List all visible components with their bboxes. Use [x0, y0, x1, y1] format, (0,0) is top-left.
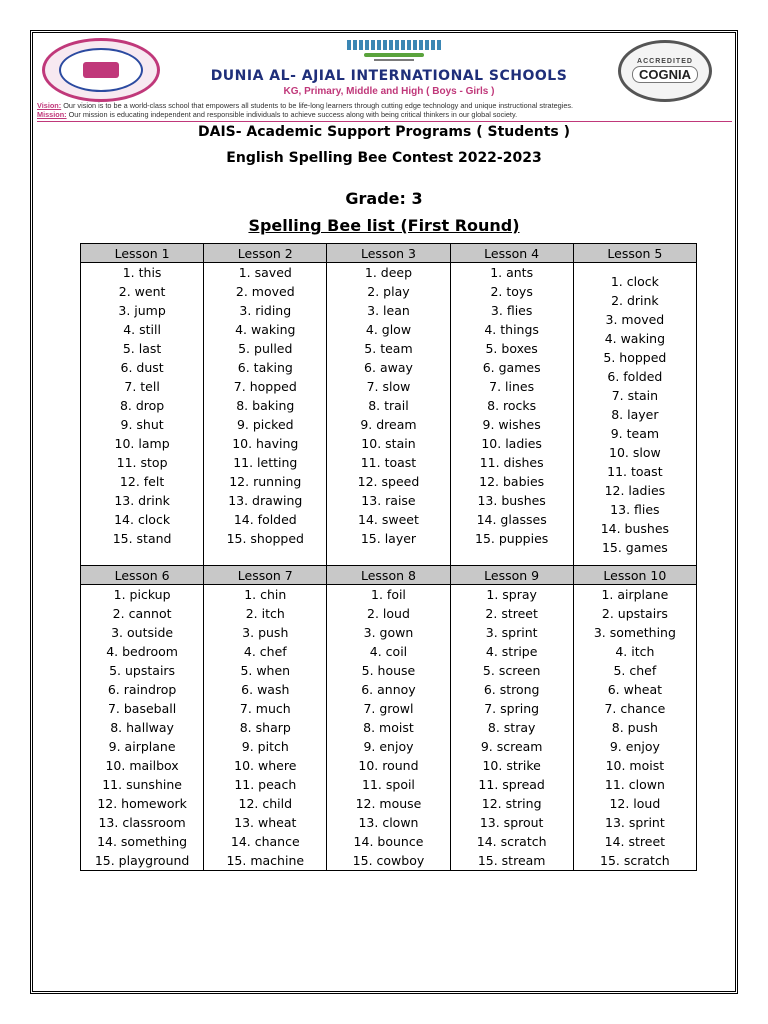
- spelling-word: 13. sprint: [605, 815, 665, 830]
- spelling-word: 2. moved: [235, 284, 295, 299]
- spelling-word: 6. wash: [241, 682, 290, 697]
- spelling-word: 1. airplane: [601, 587, 669, 602]
- spelling-word: 9. dream: [360, 417, 417, 432]
- spelling-word: 14. sweet: [358, 512, 419, 527]
- spelling-word: 13. flies: [610, 501, 660, 517]
- spelling-word: 10. slow: [609, 444, 661, 460]
- spelling-word: 12. homework: [97, 796, 187, 811]
- spelling-word: 2. loud: [367, 606, 410, 621]
- mission-line: [37, 110, 735, 119]
- table-row: [81, 585, 697, 871]
- spelling-word: 10. having: [232, 436, 299, 451]
- spelling-word: 4. waking: [604, 330, 666, 346]
- vision-label: Vision:: [37, 101, 62, 110]
- spelling-word: 1. ants: [490, 265, 534, 280]
- spelling-word: 7. slow: [366, 379, 411, 394]
- spelling-word: 6. away: [364, 360, 413, 375]
- spelling-word: 4. itch: [615, 644, 655, 659]
- spelling-word: 2. cannot: [112, 606, 172, 621]
- spelling-word: 6. annoy: [361, 682, 416, 697]
- spelling-word: 15. playground: [94, 853, 190, 868]
- spelling-word: 6. folded: [607, 368, 663, 384]
- spelling-word: 2. play: [367, 284, 410, 299]
- accreditation-label: ACCREDITED: [637, 58, 693, 65]
- spelling-word: 10. ladies: [481, 436, 542, 451]
- mission-text: Our mission is educating independent and responsible individuals to achieve success along with being critical thinkers in our global society.: [68, 110, 518, 119]
- spelling-word: 5. when: [240, 663, 291, 678]
- spelling-word: 9. team: [610, 425, 660, 441]
- spelling-word: 8. sharp: [239, 720, 291, 735]
- spelling-word: 15. shopped: [226, 531, 304, 546]
- vision-line: [37, 101, 735, 110]
- spelling-word: 15. stand: [112, 531, 172, 546]
- spelling-word: 12. running: [229, 474, 302, 489]
- vision-text: Our vision is to be a world-class school that empowers all students to be life-long learners through cutting edge technology and unique instructional strategies.: [63, 101, 574, 110]
- word-list-cell: [327, 585, 450, 871]
- spelling-word: 6. wheat: [607, 682, 663, 697]
- spelling-word: 9. scream: [480, 739, 543, 754]
- word-list-cell: [204, 585, 327, 871]
- spelling-word: 3. push: [242, 625, 289, 640]
- lesson-header: Lesson 10: [573, 566, 696, 585]
- spelling-word: 13. bushes: [477, 493, 546, 508]
- spelling-word: 9. shut: [120, 417, 164, 432]
- spelling-word: 10. strike: [482, 758, 541, 773]
- spelling-word: 11. letting: [233, 455, 298, 470]
- spelling-word: 11. sunshine: [102, 777, 182, 792]
- spelling-word: 12. speed: [357, 474, 420, 489]
- school-logo-icon: [42, 38, 160, 102]
- accreditation-seal-icon: [618, 40, 712, 102]
- word-list-cell: [81, 263, 204, 566]
- spelling-word: 11. spoil: [362, 777, 415, 792]
- table-row: [81, 263, 697, 566]
- spelling-word: 13. wheat: [234, 815, 297, 830]
- table-header-row: [81, 244, 697, 263]
- lesson-header: Lesson 1: [81, 244, 204, 263]
- spelling-word: 15. stream: [477, 853, 546, 868]
- spelling-word: 4. coil: [369, 644, 408, 659]
- spelling-word: 4. chef: [243, 644, 287, 659]
- spelling-word: 14. chance: [230, 834, 300, 849]
- program-title: DAIS- Academic Support Programs ( Students ): [197, 124, 571, 140]
- spelling-word: 6. games: [482, 360, 541, 375]
- spelling-word: 12. babies: [479, 474, 545, 489]
- spelling-word: 7. baseball: [107, 701, 177, 716]
- spelling-word: 6. strong: [483, 682, 540, 697]
- spelling-word: 5. upstairs: [109, 663, 176, 678]
- spelling-word: 7. growl: [363, 701, 414, 716]
- spelling-word: 12. loud: [609, 796, 661, 811]
- spelling-word: 14. scratch: [476, 834, 547, 849]
- spelling-word: 1. saved: [238, 265, 292, 280]
- spelling-word: 11. dishes: [479, 455, 544, 470]
- accreditation-brand: COGNIA: [632, 66, 698, 83]
- spelling-word: 9. picked: [236, 417, 294, 432]
- spelling-list-table: [80, 243, 697, 871]
- spelling-word: 3. outside: [111, 625, 174, 640]
- spelling-word: 14. folded: [233, 512, 297, 527]
- spelling-word: 3. jump: [118, 303, 166, 318]
- ministry-of-education-logo-icon: [334, 40, 454, 68]
- spelling-word: 1. chin: [244, 587, 287, 602]
- spelling-word: 15. machine: [226, 853, 305, 868]
- spelling-word: 11. spread: [478, 777, 545, 792]
- spelling-word: 7. hopped: [233, 379, 297, 394]
- word-list-cell: [450, 263, 573, 566]
- spelling-word: 10. moist: [605, 758, 665, 773]
- spelling-word: 12. mouse: [355, 796, 422, 811]
- spelling-word: 10. round: [358, 758, 419, 773]
- spelling-word: 8. stray: [487, 720, 536, 735]
- header-divider: [37, 121, 732, 122]
- spelling-word: 2. upstairs: [601, 606, 668, 621]
- spelling-word: 15. cowboy: [352, 853, 425, 868]
- spelling-word: 15. puppies: [475, 531, 549, 546]
- spelling-word: 14. bushes: [600, 520, 670, 536]
- spelling-word: 4. still: [123, 322, 161, 337]
- spelling-word: 2. street: [485, 606, 538, 621]
- spelling-word: 9. enjoy: [363, 739, 414, 754]
- spelling-word: 13. clown: [358, 815, 419, 830]
- spelling-word: 2. went: [118, 284, 166, 299]
- spelling-word: 8. trail: [368, 398, 409, 413]
- spelling-word: 10. lamp: [114, 436, 170, 451]
- school-name: DUNIA AL- AJIAL INTERNATIONAL SCHOOLS: [210, 68, 568, 84]
- spelling-word: 8. rocks: [487, 398, 537, 413]
- spelling-word: 3. something: [593, 625, 676, 640]
- spelling-word: 11. toast: [360, 455, 417, 470]
- lesson-header: Lesson 2: [204, 244, 327, 263]
- spelling-word: 7. chance: [604, 701, 666, 716]
- spelling-word: 14. clock: [114, 512, 171, 527]
- spelling-word: 9. pitch: [241, 739, 289, 754]
- spelling-word: 12. string: [481, 796, 542, 811]
- spelling-word: 11. peach: [234, 777, 297, 792]
- lesson-header: Lesson 6: [81, 566, 204, 585]
- spelling-word: 10. mailbox: [105, 758, 179, 773]
- lesson-header: Lesson 5: [573, 244, 696, 263]
- spelling-word: 15. games: [601, 539, 668, 555]
- school-subtitle: KG, Primary, Middle and High ( Boys - Girls ): [283, 86, 495, 97]
- spelling-word: 14. something: [97, 834, 188, 849]
- spelling-word: 3. gown: [363, 625, 414, 640]
- word-list-cell: [204, 263, 327, 566]
- spelling-word: 8. push: [611, 720, 658, 735]
- spelling-word: 1. foil: [371, 587, 406, 602]
- spelling-word: 8. moist: [363, 720, 414, 735]
- spelling-word: 1. pickup: [113, 587, 171, 602]
- word-list-cell: [573, 585, 696, 871]
- spelling-word: 10. stain: [361, 436, 416, 451]
- spelling-word: 13. raise: [361, 493, 416, 508]
- lesson-header: Lesson 9: [450, 566, 573, 585]
- list-heading: Spelling Bee list (First Round): [248, 216, 520, 235]
- mission-label: Mission:: [37, 110, 67, 119]
- spelling-word: 2. itch: [245, 606, 285, 621]
- spelling-word: 9. enjoy: [609, 739, 660, 754]
- spelling-word: 1. deep: [364, 265, 413, 280]
- spelling-word: 7. lines: [489, 379, 535, 394]
- spelling-word: 6. taking: [237, 360, 293, 375]
- spelling-word: 12. child: [238, 796, 293, 811]
- spelling-word: 10. where: [234, 758, 297, 773]
- lesson-header: Lesson 8: [327, 566, 450, 585]
- spelling-word: 15. scratch: [600, 853, 670, 868]
- spelling-word: 11. toast: [607, 463, 663, 479]
- spelling-word: 5. house: [361, 663, 416, 678]
- word-list-cell: [450, 585, 573, 871]
- spelling-word: 9. wishes: [482, 417, 541, 432]
- spelling-word: 14. bounce: [353, 834, 424, 849]
- spelling-word: 14. street: [604, 834, 666, 849]
- lesson-header: Lesson 3: [327, 244, 450, 263]
- spelling-word: 4. waking: [235, 322, 296, 337]
- spelling-word: 8. layer: [611, 406, 659, 422]
- word-list-cell: [327, 263, 450, 566]
- spelling-word: 5. last: [122, 341, 162, 356]
- spelling-word: 7. stain: [611, 387, 659, 403]
- spelling-word: 13. drink: [114, 493, 170, 508]
- spelling-word: 4. things: [484, 322, 539, 337]
- spelling-word: 12. felt: [119, 474, 165, 489]
- spelling-word: 8. baking: [236, 398, 295, 413]
- vision-mission: [37, 101, 735, 119]
- word-list-cell: [81, 585, 204, 871]
- spelling-word: 8. hallway: [110, 720, 174, 735]
- spelling-word: 3. riding: [239, 303, 292, 318]
- lesson-header: Lesson 7: [204, 566, 327, 585]
- spelling-word: 4. stripe: [485, 644, 538, 659]
- spelling-word: 1. spray: [486, 587, 537, 602]
- spelling-word: 3. sprint: [485, 625, 538, 640]
- spelling-word: 5. hopped: [603, 349, 667, 365]
- letterhead: [34, 34, 734, 106]
- spelling-word: 11. stop: [116, 455, 168, 470]
- spelling-word: 11. clown: [604, 777, 665, 792]
- spelling-word: 9. airplane: [108, 739, 176, 754]
- spelling-word: 7. much: [239, 701, 291, 716]
- spelling-word: 5. team: [364, 341, 413, 356]
- spelling-word: 15. layer: [360, 531, 417, 546]
- spelling-word: 5. boxes: [485, 341, 538, 356]
- spelling-word: 7. spring: [484, 701, 540, 716]
- spelling-word: 1. clock: [610, 273, 659, 289]
- contest-title: English Spelling Bee Contest 2022-2023: [226, 150, 542, 166]
- spelling-word: 4. glow: [365, 322, 412, 337]
- table-header-row: [81, 566, 697, 585]
- spelling-word: 13. sprout: [479, 815, 544, 830]
- grade-heading: Grade: 3: [345, 189, 423, 208]
- spelling-word: 7. tell: [124, 379, 160, 394]
- spelling-word: 3. moved: [605, 311, 665, 327]
- lesson-header: Lesson 4: [450, 244, 573, 263]
- spelling-word: 5. pulled: [238, 341, 293, 356]
- spelling-word: 13. drawing: [228, 493, 303, 508]
- spelling-word: 12. ladies: [604, 482, 666, 498]
- spelling-word: 5. screen: [482, 663, 541, 678]
- spelling-word: 8. drop: [119, 398, 165, 413]
- spelling-word: 3. lean: [367, 303, 410, 318]
- spelling-word: 5. chef: [613, 663, 657, 678]
- spelling-word: 6. dust: [120, 360, 164, 375]
- spelling-word: 4. bedroom: [106, 644, 178, 659]
- spelling-word: 2. drink: [611, 292, 659, 308]
- spelling-word: 3. flies: [490, 303, 533, 318]
- word-list-cell: [573, 263, 696, 566]
- spelling-word: 1. this: [122, 265, 162, 280]
- spelling-word: 2. toys: [490, 284, 533, 299]
- spelling-word: 13. classroom: [98, 815, 186, 830]
- spelling-word: 14. glasses: [476, 512, 547, 527]
- spelling-word: 6. raindrop: [107, 682, 177, 697]
